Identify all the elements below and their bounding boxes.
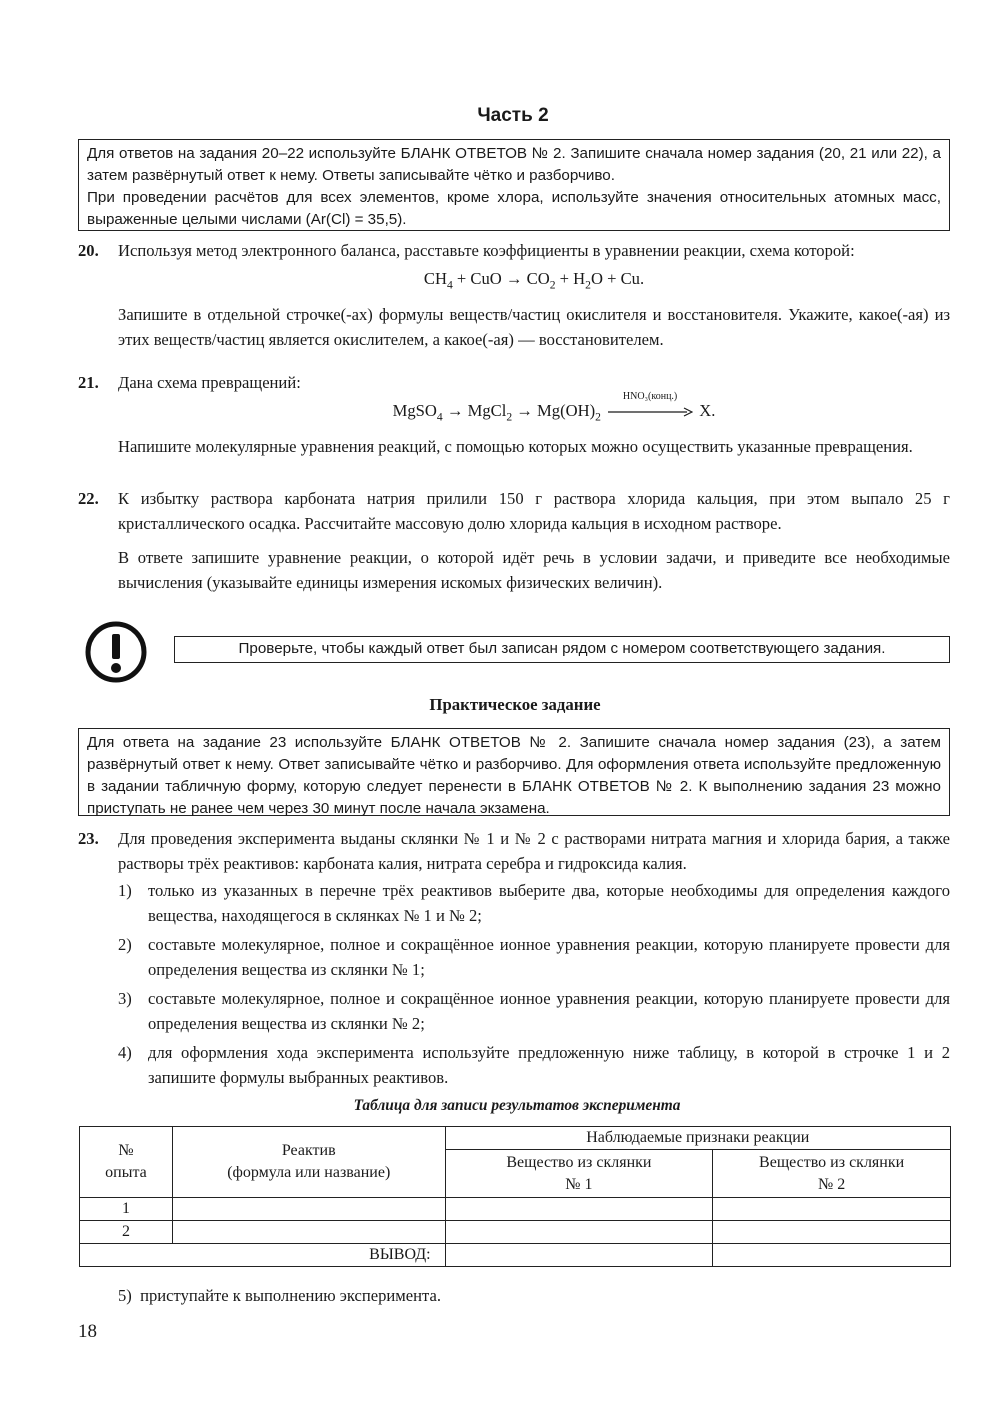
arrow-icon [607, 407, 693, 417]
arrow-label: HNO₃(конц.) [622, 391, 678, 403]
warning-box: Проверьте, чтобы каждый ответ был записан рядом с номером соответствующего задания. [174, 636, 950, 663]
list-item: 2) составьте молекулярное, полное и сокращённое ионное уравнения реакции, которую планируете провести для определения вещества из склянки № 1; [118, 935, 950, 979]
task-22 [78, 486, 950, 595]
task-number: 22. [78, 489, 99, 508]
header-substance-2: Вещество из склянки № 2 [713, 1150, 951, 1198]
task-text: Запишите в отдельной строчке(-ах) формулы веществ/частиц окислителя и восстановителя. Укажите, какое(-ая) из этих веществ/частиц является окислителем, а какое(-ая) — восстановителем. [118, 305, 950, 350]
results-table [79, 1126, 951, 1267]
page-number: 18 [78, 1321, 97, 1342]
practical-title: Практическое задание [429, 695, 601, 714]
task-21 [78, 370, 950, 459]
task-text: Напишите молекулярные уравнения реакций, с помощью которых можно осуществить указанные превращения. [118, 437, 913, 457]
table-caption: Таблица для записи результатов эксперимента [353, 1097, 681, 1114]
header-observed-signs: Наблюдаемые признаки реакции [445, 1127, 950, 1150]
task-text-1: К избытку раствора карбоната натрия прилили 150 г раствора хлорида кальция, при этом выпало 25 г кристаллического осадка. Рассчитайте массовую долю хлорида кальция в исходном растворе. [118, 489, 950, 533]
table-row: 2 [80, 1221, 951, 1244]
task-20 [78, 238, 950, 352]
task-intro: Для проведения эксперимента выданы склянки № 1 и № 2 с растворами нитрата магния и хлорида бария, а также растворы трёх реактивов: карбоната калия, нитрата серебра и гидроксида калия. [118, 829, 950, 873]
list-item: 1) только из указанных в перечне трёх реактивов выберите два, которые необходимы для определения каждого вещества, находящегося в склянках № 1 и № 2; [118, 881, 950, 925]
task-intro: Используя метод электронного баланса, расставьте коэффициенты в уравнении реакции, схема которой: [118, 241, 855, 260]
exclamation-icon [84, 620, 148, 684]
task-intro: Дана схема превращений: [118, 373, 301, 392]
instructions-box [78, 139, 950, 231]
task-number: 21. [78, 373, 99, 392]
instructions-text-1: Для ответов на задания 20–22 используйте БЛАНК ОТВЕТОВ № 2. Запишите сначала номер задания (20, 21 или 22), а затем развёрнутый ответ к нему. Ответы записывайте чётко и разборчиво. [87, 145, 941, 184]
table-row: 1 [80, 1198, 951, 1221]
task-number: 20. [78, 241, 99, 260]
task-number: 23. [78, 829, 99, 848]
header-reagent: Реактив (формула или название) [172, 1127, 445, 1198]
practical-instructions-text: Для ответа на задание 23 используйте БЛАНК ОТВЕТОВ № 2. Запишите сначала номер задания (23), а затем развёрнутый ответ к нему. Ответ записывайте чётко и разборчиво. Для оформления ответа используйте предложенную в задании табличную форму, которую следует перенести в БЛАНК ОТВЕТОВ № 2. К выполнению задания 23 можно приступать не ранее чем через 30 минут после начала экзамена. [87, 734, 941, 817]
task-steps [118, 878, 950, 1090]
part-title: Часть 2 [477, 105, 549, 126]
practical-instructions-box [78, 728, 950, 816]
reaction-formula: $CH_4$ + CuO → $CO_2 + H_2O + Cu$. [423, 269, 645, 292]
list-item: 3) составьте молекулярное, полное и сокращённое ионное уравнения реакции, которую планируете провести для определения вещества из склянки № 2; [118, 989, 950, 1033]
list-item: 4) для оформления хода эксперимента используйте предложенную ниже таблицу, в которой в строчке 1 и 2 запишите формулы выбранных реактивов. [118, 1043, 950, 1087]
task-text-2: В ответе запишите уравнение реакции, о которой идёт речь в условии задачи, и приведите все необходимые вычисления (указывайте единицы измерения искомых физических величин). [118, 548, 950, 592]
table-row-conclusion: ВЫВОД: [80, 1244, 951, 1267]
header-experiment-no: № опыта [80, 1127, 173, 1198]
header-substance-1: Вещество из склянки № 1 [445, 1150, 713, 1198]
step-5: 5) приступайте к выполнению эксперимента. [118, 1286, 442, 1305]
task-23 [78, 826, 950, 1094]
transformation-scheme: MgSO$_4$ → MgCl$_2$ → $Mg(OH)_2$ HNO₃(конц.) X. [392, 391, 716, 424]
instructions-text-2: При проведении расчётов для всех элементов, кроме хлора, используйте значения относительных атомных масс, выраженные целыми числами (Ar(Cl) = 35,5). [87, 189, 941, 228]
